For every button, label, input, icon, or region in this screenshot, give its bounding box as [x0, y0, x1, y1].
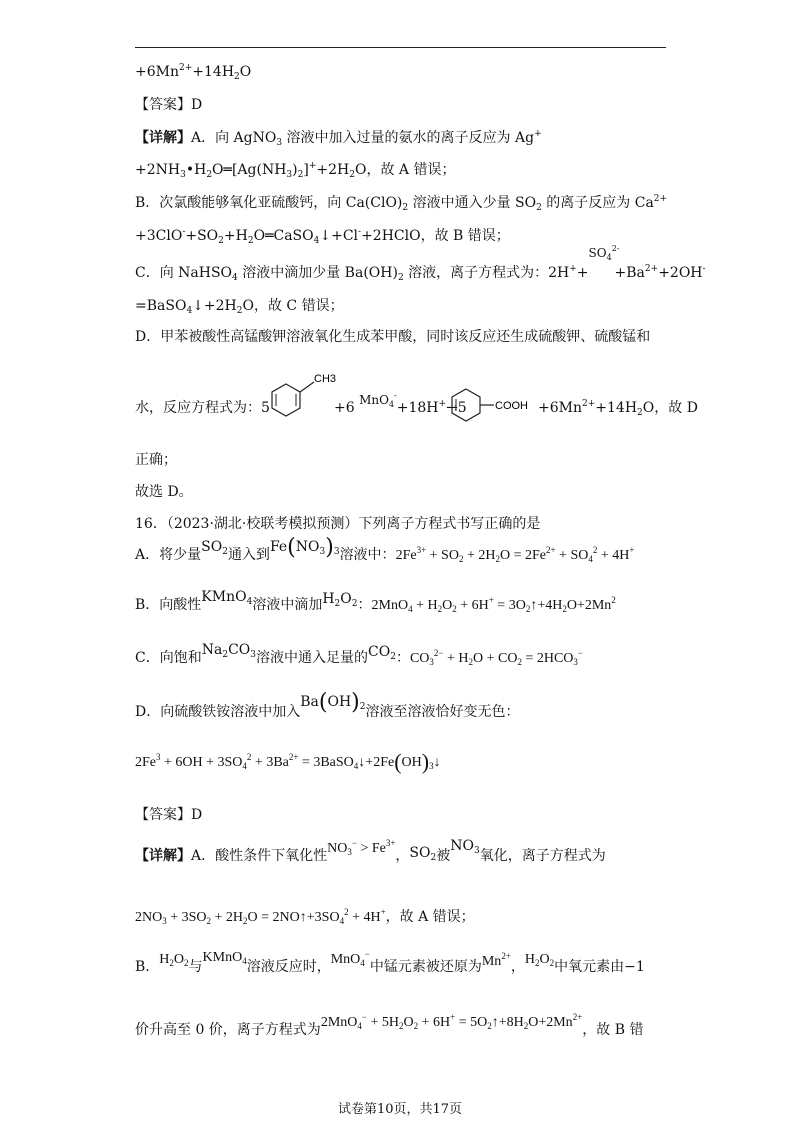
header-rule — [135, 47, 666, 48]
detail-d-line1: D．甲苯被酸性高锰酸钾溶液氧化生成苯甲酸，同时该反应还生成硫酸钾、硫酸锰和 — [135, 329, 651, 345]
option-d-line2: $2Fe^3 + 6OH + 3SO_4^2 + 3Ba^{2+}$ = $3BaSO_4↓+2Fe(OH)_3↓$ — [135, 749, 441, 774]
detail-c-line2: $=BaSO_4↓+2H_2O$，故 C 错误； — [135, 298, 344, 316]
answer2-label — [135, 805, 202, 825]
option-b: B．向酸性KMnO$_4$溶液中滴加$H_2O_2$：$2MnO_4 + H_2O_2 + 6H^+$ = $3O_2↑+4H_2O+2Mn^2$ — [135, 589, 616, 614]
toluene-label: CH3 — [314, 373, 336, 385]
detail-a-line1: 【详解】A．向 AgNO$_3$ 溶液中加入过量的氨水的离子反应为 Ag+ — [135, 129, 542, 148]
detail-b-line1: B．次氯酸能够氧化亚硫酸钙，向 $Ca(ClO)_2$ 溶液中通入少量 $SO_2$ 的离子反应为 $Ca^{2+}$ — [135, 194, 668, 213]
detail2-a-line2: $2NO_3 + 3SO_2 + 2H_2O$ = $2NO↑+3SO_4^2 + 4H^+$，故 A 错误； — [135, 907, 475, 926]
answer-label — [135, 95, 202, 115]
detail2-b-line2: 价升高至 0 价，离子方程式为$2MnO_4^- + 5H_2O_2 + 6H^+$ = $5O_2↑+8H_2O+2Mn^{2+}$，故 B 错 — [135, 1012, 644, 1038]
detail2-a-line1: 【详解】A．酸性条件下氧化性$NO_3^- > Fe^{3+}$，$SO_2$被$NO_3$氧化，离子方程式为 — [135, 838, 606, 864]
option-c: C．向饱和$Na_2CO_3$溶液中通入足量的$CO_2$：$CO_3^{2-} + H_2O + CO_2 = 2HCO_3^-$ — [135, 642, 583, 667]
detail-d-line2-end: $+6Mn^{2+}+14H_2O$，故 D — [538, 399, 698, 418]
benzoic-acid-structure — [448, 385, 538, 425]
detail-a-line2: $+2NH_3•H_2O═[Ag(NH_3)_2]^++2H_2O$，故 A 错误； — [135, 161, 456, 180]
answer-text: 【答案】D — [135, 97, 203, 113]
detail-d-line2: 水，反应方程式为：5 — [135, 400, 270, 416]
option-a: A．将少量$SO_2$通入到$Fe(NO_3)_3$溶液中：$2Fe^{3+} + SO_2 + 2H_2O = 2Fe^{2+} + SO_4^2 + 4H^+$ — [135, 535, 635, 564]
answer2-text: 【答案】D — [135, 807, 203, 823]
option-d-line1: D．向硫酸铁铵溶液中加入$Ba(OH)_2$溶液至溶液恰好变无色： — [135, 690, 520, 720]
continued-equation: $+6Mn^{2+}+14H_2O$ — [135, 63, 252, 82]
conclusion: 故选 D。 — [135, 484, 193, 500]
detail-d-line3: 正确； — [135, 452, 177, 468]
detail-c-line1: C．向 NaHSO$_4$ 溶液中滴加少量 $Ba(OH)_2$ 溶液，离子方程式为：2H++ $SO_4^{2-}$ $+Ba^{2+}+2OH^-$ — [135, 244, 706, 283]
benzoic-label: COOH — [495, 400, 528, 412]
question-16-stem: 16．（2023·湖北·校联考模拟预测）下列离子方程式书写正确的是 — [135, 516, 541, 532]
detail-b-line2: $+3ClO^-+SO_2+H_2O═CaSO_4↓+Cl^-+2HClO$，故 B 错误； — [135, 227, 510, 246]
toluene-structure — [266, 370, 336, 418]
detail-d-line2-mid: +6 MnO$_4$-+18H+→5 — [334, 391, 467, 416]
page-footer: 试卷第10页，共17页 — [337, 1102, 463, 1117]
detail2-b-line1: B．$H_2O_2$与KMnO$_4$溶液反应时，MnO$_4$−中锰元素被还原为$Mn^{2+}$，$H_2O_2$中氧元素由−1 — [135, 949, 645, 975]
